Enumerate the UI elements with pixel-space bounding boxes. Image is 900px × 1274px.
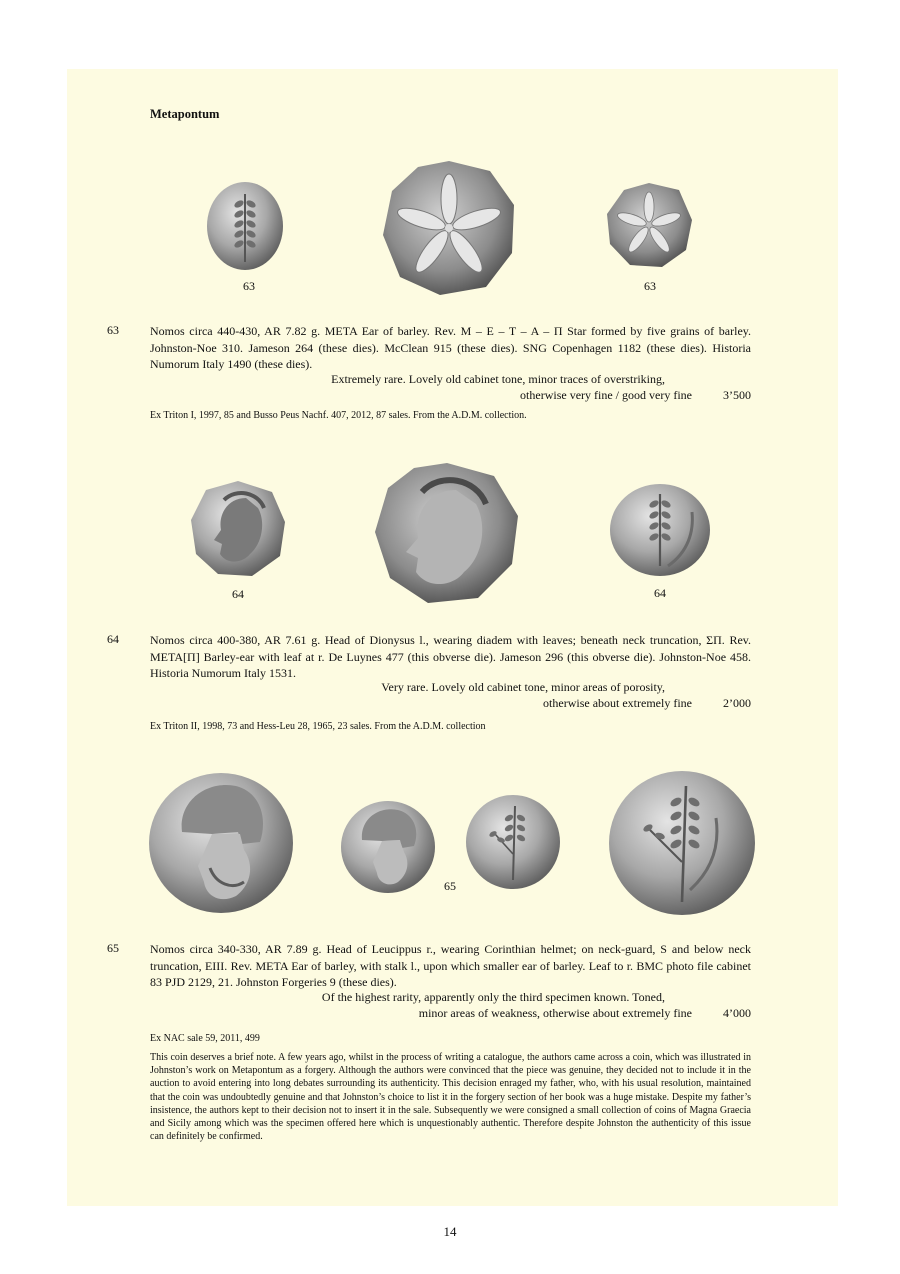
lot-64-condition-line1: Very rare. Lovely old cabinet tone, minor areas of porosity, (381, 680, 665, 694)
lot-64-price: 2’000 (723, 696, 751, 710)
coin-65-obverse-large-image (148, 772, 294, 914)
lot-63-price: 3’500 (723, 388, 751, 402)
coin-63-obverse-image (204, 180, 286, 272)
lot-63-image-label-right: 63 (644, 279, 656, 293)
page-number: 14 (443, 1224, 457, 1239)
lot-64-number: 64 (107, 632, 119, 646)
lot-65-provenance: Ex NAC sale 59, 2011, 499 (150, 1033, 260, 1044)
lot-64-condition-line2: otherwise about extremely fine (543, 696, 692, 710)
coin-65-reverse-large-image (608, 770, 756, 916)
coin-65-reverse-small-image (465, 794, 561, 890)
lot-65-image-label: 65 (444, 879, 456, 893)
lot-65-number: 65 (107, 941, 119, 955)
lot-65-condition-line2: minor areas of weakness, otherwise about extremely fine (418, 1006, 692, 1020)
coin-64-obverse-large-image (372, 460, 522, 606)
coin-64-reverse-image (608, 482, 712, 578)
coin-64-obverse-small-image (188, 478, 288, 580)
lot-65-description: Nomos circa 340-330, AR 7.89 g. Head of Leucippus r., wearing Corinthian helmet; on neck-guard, S and below neck truncation, EIII. Rev. META Ear of barley, with stalk l., upon which smaller ear of barley. Leaf to r. BMC photo file cabinet 83 PJD 2129, 21. Johnston Forgeries 9 (these dies). (150, 942, 751, 989)
lot-63-image-label-left: 63 (243, 279, 255, 293)
coin-63-reverse-small-image (604, 180, 694, 270)
lot-63-condition-line2: otherwise very fine / good very fine (520, 388, 692, 402)
lot-63-description: Nomos circa 440-430, AR 7.82 g. META Ear of barley. Rev. M – E – T – A – Π Star formed by five grains of barley. Johnston-Noe 310. Jameson 264 (these dies). McClean 915 (these dies). SNG Copenhagen 1182 (these dies). Historia Numorum Italy 1490 (these dies). (150, 324, 751, 371)
lot-65-price: 4’000 (723, 1006, 751, 1020)
coin-63-reverse-large-image (378, 157, 520, 299)
lot-64-image-label-right: 64 (654, 586, 666, 600)
lot-63-provenance: Ex Triton I, 1997, 85 and Busso Peus Nachf. 407, 2012, 87 sales. From the A.D.M. collection. (150, 410, 527, 421)
section-title: Metapontum (150, 107, 220, 121)
coin-65-obverse-small-image (340, 800, 436, 894)
lot-64-image-label-left: 64 (232, 587, 244, 601)
lot-65-note: This coin deserves a brief note. A few years ago, whilst in the process of writing a catalogue, the authors came across a coin, which was illustrated in Johnston’s work on Metapontum as a forgery. Although the authors were convinced that the piece was genuine, they decided not to include it in the auction to avoid entering into long debates surrounding its authenticity. This decision enraged my father, who, with his usual resolution, maintained that the coin was undoubtedly genuine and that Johnston’s choice to list it in the forgery section of her book was a huge mistake. Despite my father’s insistence, the authors kept to their decision not to insert it in the sale. Subsequently we were consigned a small collection of coins of Magna Graecia and Sicily among which was the specimen offered here which is unquestionably authentic. Therefore despite Johnston the authenticity of this issue can definitely be confirmed. (150, 1052, 751, 1143)
lot-64-provenance: Ex Triton II, 1998, 73 and Hess-Leu 28, 1965, 23 sales. From the A.D.M. collection (150, 721, 486, 732)
lot-63-condition-line1: Extremely rare. Lovely old cabinet tone, minor traces of overstriking, (331, 372, 665, 386)
lot-65-condition-line1: Of the highest rarity, apparently only the third specimen known. Toned, (321, 990, 665, 1004)
lot-64-description: Nomos circa 400-380, AR 7.61 g. Head of Dionysus l., wearing diadem with leaves; beneath neck truncation, ΣΠ. Rev. META[Π] Barley-ear with leaf at r. De Luynes 477 (this obverse die). Jameson 296 (this obverse die). Johnston-Noe 458. Historia Numorum Italy 1531. (150, 633, 751, 680)
lot-63-number: 63 (107, 323, 119, 337)
